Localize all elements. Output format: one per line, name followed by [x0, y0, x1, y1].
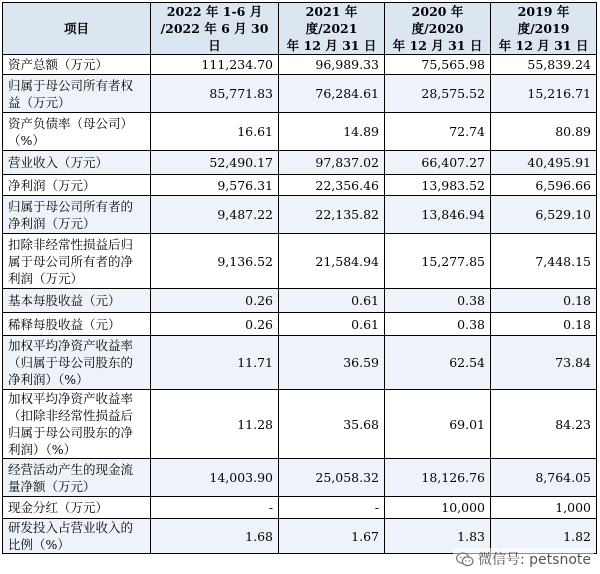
- row-value: 36.59: [279, 336, 385, 390]
- row-label: 经营活动产生的现金流量净额（万元）: [3, 459, 151, 497]
- row-value: 0.61: [279, 313, 385, 336]
- row-value: 21,584.94: [279, 234, 385, 289]
- table-row: [3, 75, 597, 113]
- watermark: [453, 548, 594, 570]
- row-label: 现金分红（万元）: [3, 497, 151, 519]
- row-value: 16.61: [151, 113, 279, 151]
- row-value: 6,596.66: [491, 175, 597, 196]
- table-row: [3, 113, 597, 151]
- row-value: 6,529.10: [491, 196, 597, 234]
- row-value: 10,000: [385, 497, 491, 519]
- row-value: 1,000: [491, 497, 597, 519]
- row-value: 13,846.94: [385, 196, 491, 234]
- financial-data-table: [2, 2, 597, 554]
- row-label: 净利润（万元）: [3, 175, 151, 196]
- row-value: 7,448.15: [491, 234, 597, 289]
- row-label: 扣除非经常性损益后归属于母公司所有者的净利润（万元）: [3, 234, 151, 289]
- row-value: 62.54: [385, 336, 491, 390]
- row-value: 84.23: [491, 390, 597, 459]
- row-value: 11.28: [151, 390, 279, 459]
- row-value: 0.38: [385, 289, 491, 313]
- table-row: [3, 289, 597, 313]
- header-item: 项目: [3, 3, 151, 55]
- row-label: 资产总额（万元）: [3, 55, 151, 75]
- table-row: [3, 497, 597, 519]
- row-value: 69.01: [385, 390, 491, 459]
- row-value: 1.68: [151, 519, 279, 554]
- table-row: [3, 234, 597, 289]
- row-value: 0.38: [385, 313, 491, 336]
- row-value: 9,487.22: [151, 196, 279, 234]
- table-row: [3, 459, 597, 497]
- row-label: 资产负债率（母公司）（%）: [3, 113, 151, 151]
- row-value: 0.26: [151, 289, 279, 313]
- row-value: 72.74: [385, 113, 491, 151]
- row-value: 0.18: [491, 313, 597, 336]
- row-value: 9,576.31: [151, 175, 279, 196]
- row-value: 15,277.85: [385, 234, 491, 289]
- table-row: [3, 196, 597, 234]
- row-value: 14,003.90: [151, 459, 279, 497]
- row-value: 96,989.33: [279, 55, 385, 75]
- watermark-text: 微信号: petsnote: [478, 552, 591, 568]
- row-value: 85,771.83: [151, 75, 279, 113]
- row-value: 111,234.70: [151, 55, 279, 75]
- row-value: 22,135.82: [279, 196, 385, 234]
- row-value: 1.67: [279, 519, 385, 554]
- row-value: 25,058.32: [279, 459, 385, 497]
- row-value: 1.82: [491, 519, 597, 554]
- row-value: 80.89: [491, 113, 597, 151]
- table-row: [3, 390, 597, 459]
- header-2019: 2019 年度/2019 年 12 月 31 日: [491, 3, 597, 55]
- table-row: [3, 175, 597, 196]
- table-row: [3, 313, 597, 336]
- row-value: 52,490.17: [151, 151, 279, 175]
- row-value: 40,495.91: [491, 151, 597, 175]
- row-value: 9,136.52: [151, 234, 279, 289]
- row-value: 28,575.52: [385, 75, 491, 113]
- row-value: 97,837.02: [279, 151, 385, 175]
- header-row: [3, 3, 597, 55]
- row-value: 0.18: [491, 289, 597, 313]
- wechat-icon: [456, 552, 474, 567]
- row-label: 营业收入（万元）: [3, 151, 151, 175]
- row-value: 76,284.61: [279, 75, 385, 113]
- row-value: 22,356.46: [279, 175, 385, 196]
- row-value: 75,565.98: [385, 55, 491, 75]
- row-value: 15,216.71: [491, 75, 597, 113]
- row-value: 18,126.76: [385, 459, 491, 497]
- row-label: 稀释每股收益（元）: [3, 313, 151, 336]
- row-label: 研发投入占营业收入的比例（%）: [3, 519, 151, 554]
- row-value: 8,764.05: [491, 459, 597, 497]
- table-row: [3, 336, 597, 390]
- header-2020: 2020 年度/2020 年 12 月 31 日: [385, 3, 491, 55]
- row-value: 1.83: [385, 519, 491, 554]
- row-value: -: [279, 497, 385, 519]
- row-label: 加权平均净资产收益率（扣除非经常性损益后归属于母公司股东的净利润）（%）: [3, 390, 151, 459]
- row-value: 66,407.27: [385, 151, 491, 175]
- row-value: 0.26: [151, 313, 279, 336]
- row-label: 基本每股收益（元）: [3, 289, 151, 313]
- table-row: [3, 55, 597, 75]
- header-2021: 2021 年度/2021 年 12 月 31 日: [279, 3, 385, 55]
- row-value: 73.84: [491, 336, 597, 390]
- header-2022h1: 2022 年 1-6 月 /2022 年 6 月 30 日: [151, 3, 279, 55]
- row-value: 13,983.52: [385, 175, 491, 196]
- row-label: 归属于母公司所有者权益（万元）: [3, 75, 151, 113]
- row-value: 55,839.24: [491, 55, 597, 75]
- row-label: 加权平均净资产收益率（归属于母公司股东的净利润）（%）: [3, 336, 151, 390]
- row-value: -: [151, 497, 279, 519]
- row-value: 35.68: [279, 390, 385, 459]
- row-value: 0.61: [279, 289, 385, 313]
- table-row: [3, 151, 597, 175]
- row-value: 14.89: [279, 113, 385, 151]
- row-label: 归属于母公司所有者的净利润（万元）: [3, 196, 151, 234]
- row-value: 11.71: [151, 336, 279, 390]
